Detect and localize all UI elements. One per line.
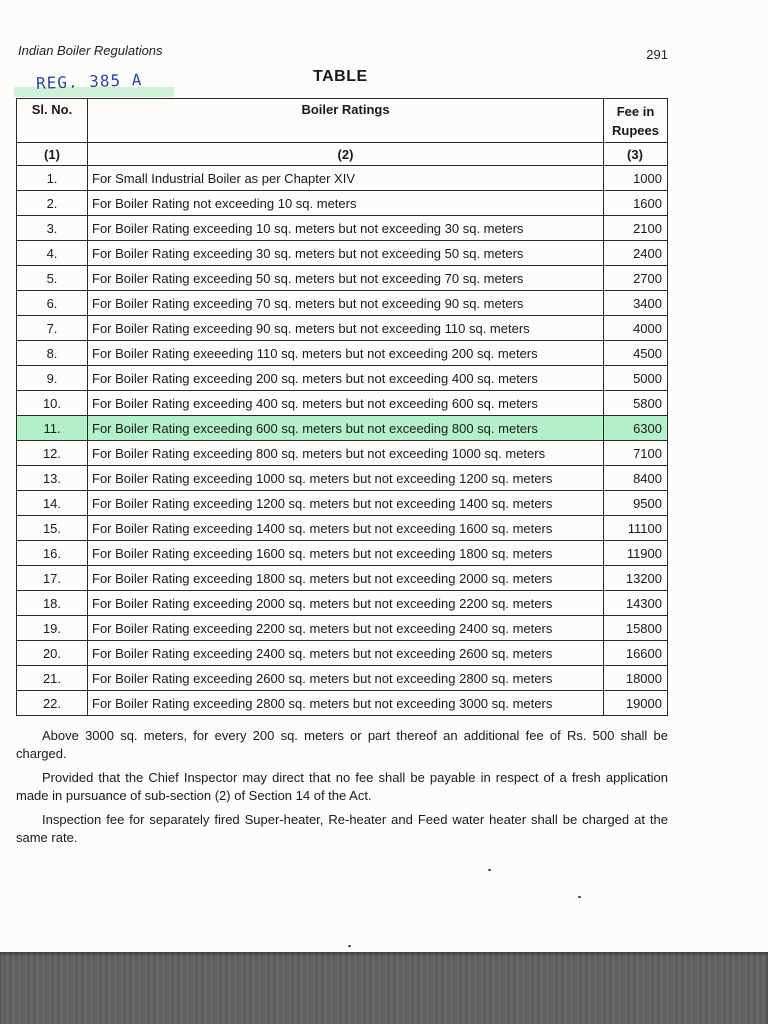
cell-sl-no: 18.: [17, 591, 88, 616]
cell-fee: 7100: [604, 441, 668, 466]
table-row: [17, 391, 668, 416]
cell-fee: 11900: [604, 541, 668, 566]
cell-fee: 2400: [604, 241, 668, 266]
cell-boiler-rating: For Boiler Rating exceeding 2600 sq. meters but not exceeding 2800 sq. meters: [88, 666, 604, 691]
running-head: Indian Boiler Regulations: [18, 43, 163, 58]
cell-sl-no: 14.: [17, 491, 88, 516]
cell-sl-no: 6.: [17, 291, 88, 316]
table-row: [17, 691, 668, 716]
column-number-2: (2): [88, 143, 604, 166]
table-row: [17, 241, 668, 266]
cell-sl-no: 16.: [17, 541, 88, 566]
header-boiler-ratings: Boiler Ratings: [88, 99, 604, 143]
cell-boiler-rating: For Boiler Rating exeeeding 110 sq. meters but not exceeding 200 sq. meters: [88, 341, 604, 366]
table-row: [17, 291, 668, 316]
column-number-3: (3): [604, 143, 668, 166]
cell-boiler-rating: For Boiler Rating exceeding 2800 sq. meters but not exceeding 3000 sq. meters: [88, 691, 604, 716]
cell-boiler-rating: For Boiler Rating exceeding 200 sq. meters but not exceeding 400 sq. meters: [88, 366, 604, 391]
cell-fee: 1600: [604, 191, 668, 216]
table-row: [17, 541, 668, 566]
cell-fee: 6300: [604, 416, 668, 441]
cell-fee: 11100: [604, 516, 668, 541]
cell-sl-no: 9.: [17, 366, 88, 391]
scan-speck: [578, 896, 581, 898]
header-sl-no: Sl. No.: [17, 99, 88, 143]
cell-fee: 5000: [604, 366, 668, 391]
cell-fee: 4000: [604, 316, 668, 341]
cell-boiler-rating: For Boiler Rating exceeding 2200 sq. meters but not exceeding 2400 sq. meters: [88, 616, 604, 641]
table-row: [17, 516, 668, 541]
cell-boiler-rating: For Boiler Rating exceeding 1800 sq. meters but not exceeding 2000 sq. meters: [88, 566, 604, 591]
note-proviso: Provided that the Chief Inspector may direct that no fee shall be payable in respect of a fresh application made in pursuance of sub-section (2) of Section 14 of the Act.: [16, 770, 668, 803]
cell-boiler-rating: For Boiler Rating not exceeding 10 sq. meters: [88, 191, 604, 216]
cell-sl-no: 20.: [17, 641, 88, 666]
cell-sl-no: 13.: [17, 466, 88, 491]
fee-table-body: [17, 166, 668, 716]
cell-boiler-rating: For Boiler Rating exceeding 2400 sq. meters but not exceeding 2600 sq. meters: [88, 641, 604, 666]
table-row: [17, 466, 668, 491]
table-row: [17, 666, 668, 691]
cell-sl-no: 21.: [17, 666, 88, 691]
cell-boiler-rating: For Boiler Rating exceeding 90 sq. meters but not exceeding 110 sq. meters: [88, 316, 604, 341]
table-row: [17, 641, 668, 666]
cell-sl-no: 15.: [17, 516, 88, 541]
cell-sl-no: 11.: [17, 416, 88, 441]
table-row: [17, 366, 668, 391]
notes-section: [16, 727, 668, 853]
cell-fee: 9500: [604, 491, 668, 516]
cell-boiler-rating: For Boiler Rating exceeding 800 sq. meters but not exceeding 1000 sq. meters: [88, 441, 604, 466]
cell-sl-no: 19.: [17, 616, 88, 641]
table-row: [17, 491, 668, 516]
header-fee: [604, 99, 668, 143]
table-row: [17, 591, 668, 616]
scanner-edge: [0, 952, 768, 1024]
cell-fee: 2700: [604, 266, 668, 291]
cell-fee: 18000: [604, 666, 668, 691]
table-row: [17, 316, 668, 341]
table-row: [17, 416, 668, 441]
cell-boiler-rating: For Boiler Rating exceeding 600 sq. meters but not exceeding 800 sq. meters: [88, 416, 604, 441]
cell-sl-no: 17.: [17, 566, 88, 591]
table-row: [17, 216, 668, 241]
cell-boiler-rating: For Boiler Rating exceeding 1600 sq. meters but not exceeding 1800 sq. meters: [88, 541, 604, 566]
table-row: [17, 341, 668, 366]
cell-fee: 13200: [604, 566, 668, 591]
cell-fee: 1000: [604, 166, 668, 191]
handwritten-note: REG. 385 A: [35, 70, 143, 93]
fee-table: [16, 98, 668, 716]
table-row: [17, 166, 668, 191]
cell-boiler-rating: For Small Industrial Boiler as per Chapter XIV: [88, 166, 604, 191]
cell-fee: 19000: [604, 691, 668, 716]
cell-fee: 4500: [604, 341, 668, 366]
cell-fee: 14300: [604, 591, 668, 616]
cell-boiler-rating: For Boiler Rating exceeding 2000 sq. meters but not exceeding 2200 sq. meters: [88, 591, 604, 616]
cell-sl-no: 7.: [17, 316, 88, 341]
cell-boiler-rating: For Boiler Rating exceeding 1400 sq. meters but not exceeding 1600 sq. meters: [88, 516, 604, 541]
cell-boiler-rating: For Boiler Rating exceeding 400 sq. meters but not exceeding 600 sq. meters: [88, 391, 604, 416]
cell-fee: 5800: [604, 391, 668, 416]
table-header-row: [17, 99, 668, 143]
note-inspection-fee: Inspection fee for separately fired Super-heater, Re-heater and Feed water heater shall be charged at the same rate.: [16, 812, 668, 845]
cell-sl-no: 10.: [17, 391, 88, 416]
table-row: [17, 616, 668, 641]
scan-speck: [488, 869, 491, 871]
cell-boiler-rating: For Boiler Rating exceeding 50 sq. meters but not exceeding 70 sq. meters: [88, 266, 604, 291]
scan-speck: [348, 945, 351, 947]
cell-sl-no: 4.: [17, 241, 88, 266]
cell-sl-no: 5.: [17, 266, 88, 291]
cell-boiler-rating: For Boiler Rating exceeding 70 sq. meters but not exceeding 90 sq. meters: [88, 291, 604, 316]
cell-sl-no: 12.: [17, 441, 88, 466]
cell-sl-no: 1.: [17, 166, 88, 191]
table-row: [17, 266, 668, 291]
cell-fee: 16600: [604, 641, 668, 666]
cell-fee: 3400: [604, 291, 668, 316]
cell-sl-no: 8.: [17, 341, 88, 366]
cell-fee: 8400: [604, 466, 668, 491]
column-number-row: [17, 143, 668, 166]
cell-sl-no: 3.: [17, 216, 88, 241]
table-title: TABLE: [313, 68, 368, 85]
cell-boiler-rating: For Boiler Rating exceeding 30 sq. meters but not exceeding 50 sq. meters: [88, 241, 604, 266]
table-row: [17, 191, 668, 216]
note-additional-fee: Above 3000 sq. meters, for every 200 sq. meters or part thereof an additional fee of Rs. 500 shall be charged.: [16, 728, 668, 761]
cell-boiler-rating: For Boiler Rating exceeding 1200 sq. meters but not exceeding 1400 sq. meters: [88, 491, 604, 516]
table-row: [17, 441, 668, 466]
cell-fee: 2100: [604, 216, 668, 241]
page-number: 291: [646, 47, 668, 62]
cell-sl-no: 2.: [17, 191, 88, 216]
cell-fee: 15800: [604, 616, 668, 641]
table-row: [17, 566, 668, 591]
cell-boiler-rating: For Boiler Rating exceeding 10 sq. meters but not exceeding 30 sq. meters: [88, 216, 604, 241]
column-number-1: (1): [17, 143, 88, 166]
cell-boiler-rating: For Boiler Rating exceeding 1000 sq. meters but not exceeding 1200 sq. meters: [88, 466, 604, 491]
cell-sl-no: 22.: [17, 691, 88, 716]
header-fee-label: Fee in Rupees: [612, 104, 659, 138]
